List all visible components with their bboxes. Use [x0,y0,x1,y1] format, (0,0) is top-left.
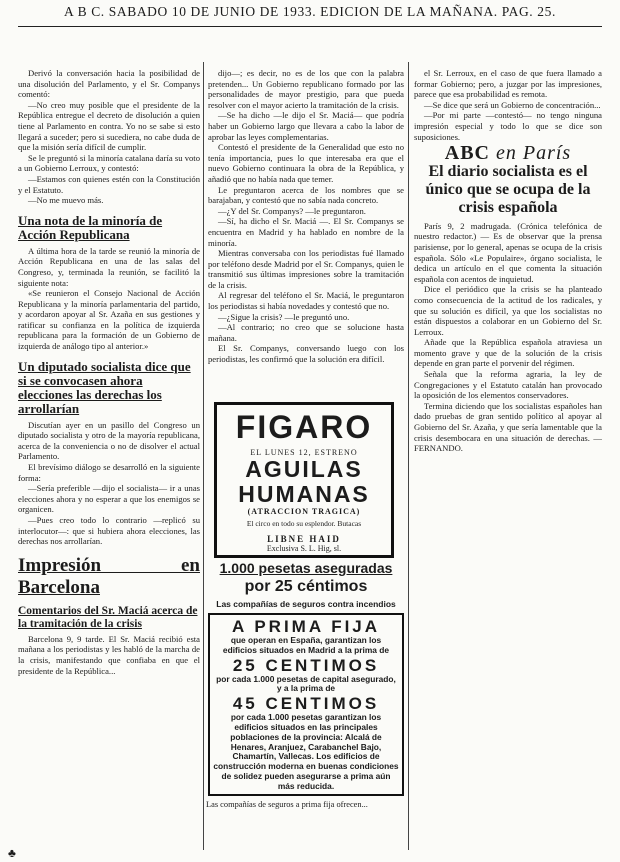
paragraph: dijo—; es decir, no es de los que con la palabra pretenden... Un Gobierno republicano formado por las personalidades de mayor prestigio, para que pueda resolver con el mayor acierto la tramitación de la crisis. [208,68,404,110]
paragraph: —Se ha dicho —le dijo el Sr. Maciá— que podría haber un Gobierno largo que llevara a cabo la labor de aprobar las leyes complementarias. [208,110,404,142]
paragraph: Contestó el presidente de la Generalidad que esto no tenía importancia, pues lo que interesaba era que el nuevo Gobierno continuara la obra de la República, y añadió que no había nada que temer. [208,142,404,184]
paragraph: Discutían ayer en un pasillo del Congreso un diputado socialista y otro de la mayoría republicana, acerca de la conveniencia o no de disolver el actual Parlamento. [18,419,200,462]
ad-text: por cada 1.000 pesetas garantizan los edificios situados en las principales poblaciones de la provincia: Alcalá de Henares, Aranjuez, Carabanchel Bajo, Chamartín, Vallecas. Los edificios de construcción moderna en buenas condiciones de solidez pueden asegurarse a prima aún más reducida. [213,712,399,791]
column-3 [414,68,602,848]
paragraph: Añade que la República española atraviesa un momento grave y que de la solución de la crisis depende en gran parte el porvenir del régimen. [414,337,602,369]
article-headline: El diario socialista es el único que se ocupa de la crisis española [425,162,591,216]
ad-genre: (ATRACCION TRAGICA) [247,507,361,516]
decorative-mark-icon: ♣ [8,846,16,860]
ad-brand: FIGARO [235,409,373,445]
paragraph: Se le preguntó si la minoría catalana daría su voto a un Gobierno Lerroux, y contestó: [18,152,200,174]
paragraph: Le preguntaron acerca de los nombres que se barajaban, y contestó que no sabía nada concreto. [208,184,404,206]
paragraph: —Sería preferible —dijo el socialista— ir a unas elecciones ahora y no esperar a que los enemigos se organicen. [18,483,200,515]
paragraph: —No creo muy posible que el presidente de la República entregue el decreto de disolución a quien tiene al Parlamento en contra. Yo no se sabe si esto llegará a suceder; pero si sucediera, no cabe duda de que la misión sería difícil de cumplir. [18,99,200,153]
paragraph: —¿Sigue la crisis? —le preguntó uno. [218,311,350,322]
paragraph: Al regresar del teléfono el Sr. Maciá, le preguntaron los periodistas si había novedades y contestó que no. [208,290,404,312]
paragraph: —Al contrario; no creo que se solucione hasta mañana. [208,322,404,343]
ad-author: LIBNE HAID [267,534,341,544]
paragraph: A última hora de la tarde se reunió la minoría de Acción Republicana en una de las salas del Congreso, y, terminada la reunión, se facilitó la siguiente nota: [18,245,200,288]
section-heading: Un diputado socialista dice que si se convocasen ahora elecciones las derechas los arrollarían [18,358,191,416]
column-2 [208,68,404,408]
insurance-advertisement [206,560,406,810]
ad-line: El circo en todo su esplendor. Butacas [246,519,362,528]
paragraph: Barcelona 9, 9 tarde. El Sr. Maciá recibió esta mañana a los periodistas y les habló de la marcha de la crisis, manifestando que confiaba en que el presidente de la República... [18,633,200,676]
paragraph: Dice el periódico que la crisis se ha planteado como consecuencia de la actitud de los radicales, y que su solución es difícil, ya que los socialistas no están dispuestos a colaborar en un Gobierno del Sr. Lerroux. [414,284,602,337]
column-1 [18,68,200,848]
ad-text: por cada 1.000 pesetas de capital asegurado, y a la prima de [216,673,396,694]
paragraph: Señala que la reforma agraria, la ley de Congregaciones y el Estatuto catalán han provocado la oposición de los elementos conservadores. [414,369,602,401]
paragraph: El Sr. Companys, conversando luego con los periodistas, les confirmó que la solución era difícil. [208,343,404,365]
ad-subheading: Las compañías de seguros contra incendios [216,599,396,609]
ad-headline: por 25 céntimos [244,578,368,595]
column-divider-1 [203,62,204,850]
paragraph: —Por mi parte —contestó— no tengo ninguna impresión especial y todo lo que se dice son suposiciones. [414,110,602,142]
ad-line: EL LUNES 12, ESTRENO [250,448,358,457]
column-divider-2 [408,62,409,850]
subheading: Comentarios del Sr. Maciá acerca de la tramitación de la crisis [18,604,198,630]
ad-footer: Las compañías de seguros a prima fija ofrecen... [206,799,368,809]
section-heading-large: Impresión en Barcelona [18,554,200,598]
paragraph: «Se reunieron el Consejo Nacional de Acción Republicana y la minoría parlamentaria del partido, y acordaron apoyar al Sr. Azaña en sus gestiones y ratificar su confianza en la política de izquierda republicana para la formación de un Gobierno de izquierda de análogo tipo al anterior.» [18,288,200,352]
abc-city: en París [496,142,572,165]
paragraph: París 9, 2 madrugada. (Crónica telefónica de nuestro redactor.) — Es de observar que la prensa parisiense, por lo general, apenas se ocupa de la crisis española. Sólo «Le Populaire», órgano socialista, le dedica un artículo en el que comenta la situación española con acentos de inquietud. [414,220,602,284]
ad-box [208,613,404,796]
paragraph: Termina diciendo que los socialistas españoles han dado pruebas de gran sentido político al apoyar al Gobierno del Sr. Azaña, y que sería lamentable que la crisis desembocara en una situación de derechas. — FERNANDO. [414,400,602,454]
ad-headline: 1.000 pesetas aseguradas [219,560,393,576]
header-rule [18,26,602,27]
ad-brand: A PRIMA FIJA [231,617,381,636]
paragraph: —Sí, ha dicho el Sr. Maciá —. El Sr. Companys se encuentra en Madrid y ha hablado en nombre de la minoría. [208,216,404,248]
paragraph: Mientras conversaba con los periodistas fué llamado por teléfono desde Madrid por el Sr. Companys, quien le transmitió sus últimas impresiones sobre la tramitación de la crisis. [208,248,404,290]
ad-line: Exclusiva S. L. Hig, sl. [266,544,342,553]
figaro-advertisement [214,402,394,558]
paragraph: —¿Y del Sr. Companys? —le preguntaron. [218,205,366,216]
page-header: A B C. SABADO 10 DE JUNIO DE 1933. EDICION DE LA MAÑANA. PAG. 25. [64,4,556,19]
ad-price: 45 CENTIMOS [232,694,380,714]
ad-price: 25 CENTIMOS [232,655,380,675]
ad-text: que operan en España, garantizan los edificios situados en Madrid a la prima de [222,635,390,655]
ad-show-title: AGUILAS HUMANAS [238,456,370,507]
paragraph: —Pues creo todo lo contrario —replicó su interlocutor—: que si hubiera ahora elecciones, las derechas nos arrollarían. [18,515,200,547]
abc-section-title [414,142,602,165]
paragraph: Derivó la conversación hacia la posibilidad de una disolución del Parlamento, y el Sr. Companys comentó: [18,68,200,100]
abc-logo: ABC [444,142,490,165]
paragraph: el Sr. Lerroux, en el caso de que fuera llamado a formar Gobierno; pero, a juzgar por las impresiones, parece que esa probabilidad es remota. [414,68,602,100]
paragraph: —Se dice que será un Gobierno de concentración... [424,99,601,110]
paragraph: El brevísimo diálogo se desarrolló en la siguiente forma: [18,462,200,483]
section-heading: Una nota de la minoría de Acción Republicana [18,212,163,242]
paragraph: —No me muevo más. [28,195,104,206]
paragraph: —Estamos con quienes estén con la Constitución y el Estatuto. [18,173,200,195]
